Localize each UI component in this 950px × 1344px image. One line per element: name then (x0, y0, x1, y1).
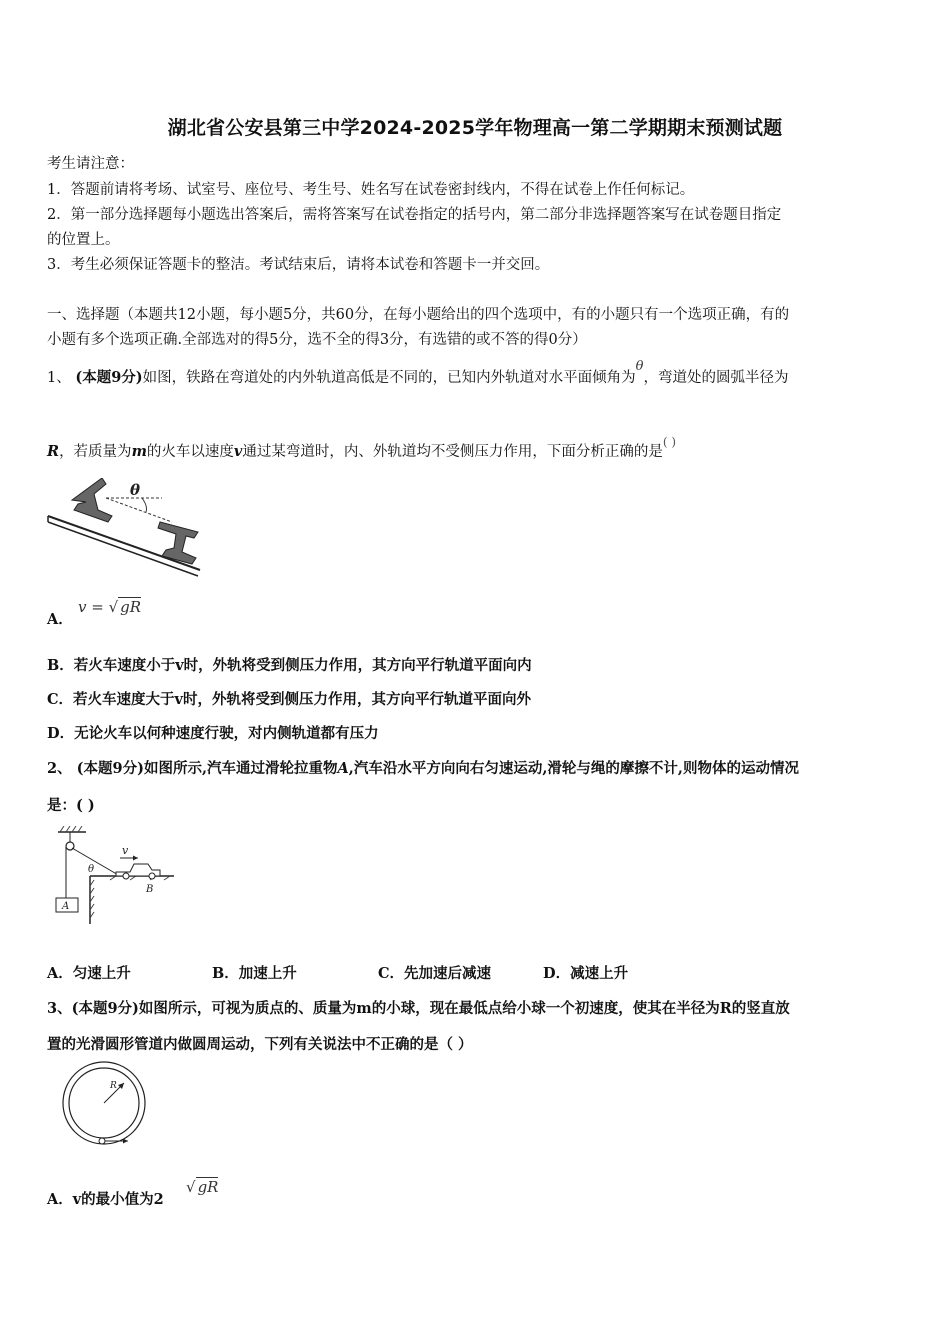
section-instruction: 一、选择题（本题共12小题，每小题5分，共60分，在每小题给出的四个选项中，有的小题只有一个选项正确，有的 (47, 307, 790, 323)
option-c[interactable]: C．先加速后减速 (378, 965, 492, 982)
angle-theta-label: θ (88, 864, 95, 875)
answer-bracket: ( ) (662, 435, 677, 449)
section-instruction: 小题有多个选项正确.全部选对的得5分，选不全的得3分，有选错的或不答的得0分） (47, 332, 587, 348)
option-a-formula (78, 597, 141, 616)
sqrt-icon: √ (108, 598, 119, 616)
question-text: 的火车以速度 (146, 444, 234, 460)
notice-item: 2．第一部分选择题每小题选出答案后，需将答案写在试卷指定的括号内，第二部分非选择题答案写在试卷题目指定 (47, 207, 782, 223)
question-2-stem (47, 757, 799, 778)
question-text: ，若质量为 (59, 444, 132, 460)
question-1-stem-cont (47, 435, 677, 461)
page-title: 湖北省公安县第三中学2024-2025学年物理高一第二学期期末预测试题 (167, 117, 783, 139)
variable-m: m (131, 443, 147, 460)
option-a[interactable]: A．匀速上升 (47, 965, 131, 982)
variable-A: A (337, 760, 349, 777)
sqrt-icon: √ (186, 1178, 196, 1196)
question-number: 1、 (47, 370, 71, 386)
velocity-v-label: v (122, 844, 129, 857)
question-number: 3、 (47, 1000, 72, 1017)
question-text: ,汽车沿水平方向向右匀速运动,滑轮与绳的摩擦不计,则物体的运动情况 (348, 760, 799, 777)
question-number: 2、 (47, 760, 72, 777)
option-c[interactable]: C．若火车速度大于v时，外轨将受到侧压力作用，其方向平行轨道平面向外 (47, 691, 531, 708)
radius-R-label: R (110, 1081, 117, 1091)
figure-theta-label: θ (130, 481, 141, 499)
question-text: ，弯道处的圆弧半径为 (643, 370, 789, 386)
question-text: 如图，铁路在弯道处的内外轨道高低是不同的，已知内外轨道对水平面倾角为 (142, 370, 636, 386)
railway-incline-figure (42, 478, 212, 578)
option-text: A．v的最小值为2 (47, 1191, 164, 1208)
notice-item: 1．答题前请将考场、试室号、座位号、考生号、姓名写在试卷密封线内，不得在试卷上作任何标记。 (47, 182, 695, 198)
question-text: 如图所示,汽车通过滑轮拉重物 (143, 760, 338, 777)
block-A-label: A (62, 901, 70, 912)
variable-v: v (233, 443, 243, 460)
option-b[interactable]: B．加速上升 (212, 965, 297, 982)
question-score: (本题9分) (71, 1000, 139, 1017)
option-d[interactable]: D．无论火车以何种速度行驶，对内侧轨道都有压力 (47, 725, 379, 742)
pulley-car-figure (50, 826, 180, 936)
question-score: (本题9分) (76, 760, 144, 777)
option-a[interactable] (47, 1188, 164, 1209)
variable-R: R (47, 443, 60, 460)
option-d[interactable]: D．减速上升 (543, 965, 629, 982)
question-1-stem (47, 359, 789, 387)
question-text: 通过某弯道时，内、外轨道均不受侧压力作用，下面分析正确的是 (242, 444, 663, 460)
question-3-stem (47, 997, 790, 1018)
option-a-formula (186, 1177, 218, 1196)
circular-tube-figure (58, 1060, 158, 1150)
question-3-stem-cont: 置的光滑圆形管道内做圆周运动，下列有关说法中不正确的是（ ） (47, 1036, 473, 1053)
notice-item: 3．考生必须保证答题卡的整洁。考试结束后，请将本试卷和答题卡一并交回。 (47, 257, 550, 273)
question-score: (本题9分) (75, 369, 143, 386)
theta-symbol: θ (635, 359, 644, 374)
option-a[interactable] (47, 608, 73, 629)
formula-root: gR (120, 598, 142, 616)
question-text: 如图所示，可视为质点的、质量为m的小球，现在最低点给小球一个初速度，使其在半径为R的竖直放 (138, 1000, 790, 1017)
notice-item: 的位置上。 (47, 232, 120, 248)
question-2-stem-cont: 是：( ) (47, 797, 95, 814)
option-label: A． (47, 611, 73, 628)
option-b[interactable]: B．若火车速度小于v时，外轨将受到侧压力作用，其方向平行轨道平面向内 (47, 657, 532, 674)
notice-heading: 考生请注意： (47, 156, 134, 172)
formula-root: gR (197, 1178, 219, 1196)
formula-v: v = (78, 598, 109, 616)
point-B-label: B (146, 884, 154, 895)
